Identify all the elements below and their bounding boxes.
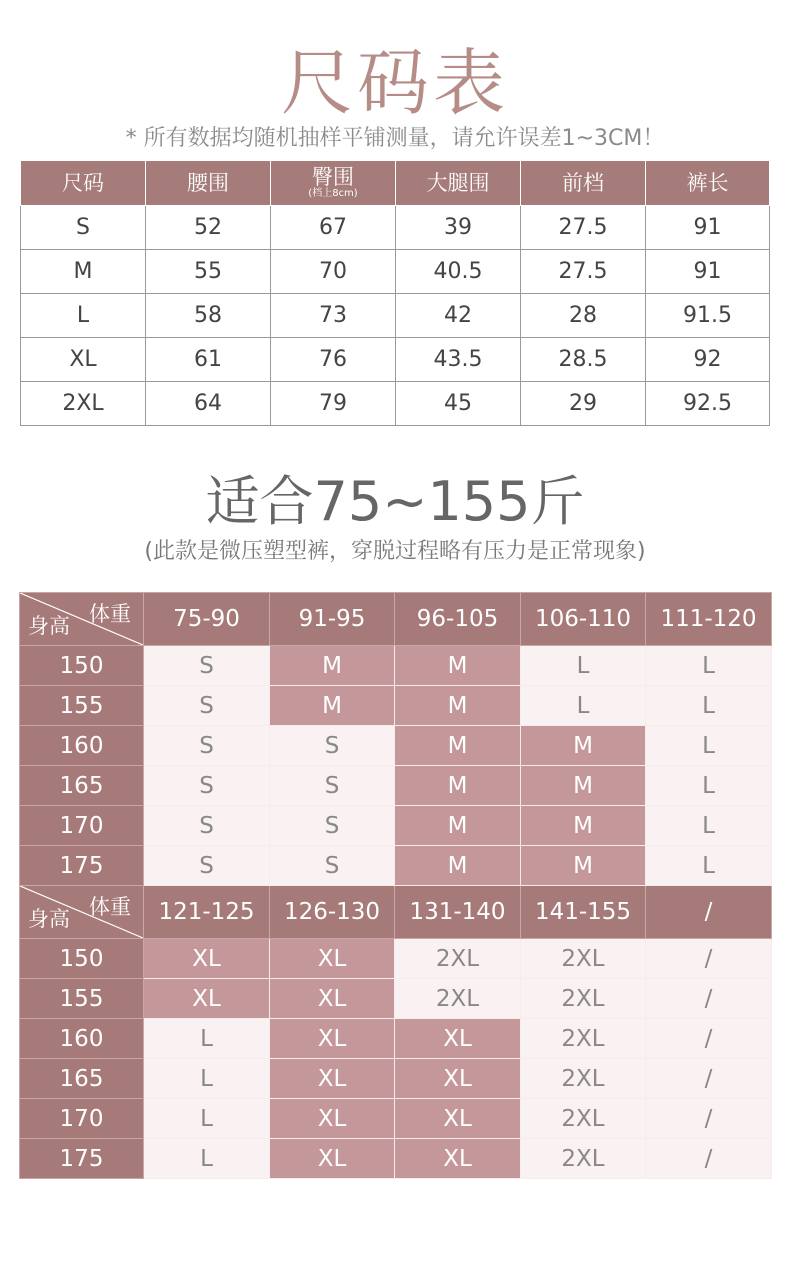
height-value: 175	[20, 1139, 144, 1179]
weight-label: 体重	[89, 602, 131, 626]
size-recommendation: L	[144, 1059, 270, 1099]
size-cell: 55	[146, 250, 271, 294]
size-recommendation: S	[144, 726, 270, 766]
weight-range: 126-130	[270, 886, 395, 939]
size-recommendation: 2XL	[521, 1019, 646, 1059]
size-recommendation: 2XL	[521, 979, 646, 1019]
header-length: 裤长	[646, 161, 770, 206]
height-row	[20, 726, 772, 766]
size-recommendation-highlight: XL	[270, 1099, 395, 1139]
size-cell: 27.5	[521, 250, 646, 294]
size-cell: 40.5	[396, 250, 521, 294]
size-cell: 45	[396, 382, 521, 426]
size-recommendation-highlight: M	[270, 646, 395, 686]
size-recommendation: L	[144, 1099, 270, 1139]
size-row	[21, 206, 770, 250]
size-cell: 52	[146, 206, 271, 250]
measurement-note: * 所有数据均随机抽样平铺测量，请允许误差1~3CM！	[125, 126, 665, 151]
fit-note: (此款是微压塑型裤，穿脱过程略有压力是正常现象)	[144, 539, 646, 564]
height-row	[20, 766, 772, 806]
size-recommendation-highlight: M	[395, 766, 521, 806]
height-row	[20, 939, 772, 979]
height-value: 170	[20, 806, 144, 846]
size-recommendation-highlight: M	[395, 846, 521, 886]
page-title: 尺码表	[280, 41, 509, 125]
fit-range-title: 适合75~155斤	[205, 470, 585, 533]
size-cell: 91	[646, 250, 770, 294]
height-value: 160	[20, 1019, 144, 1059]
size-recommendation-highlight: M	[395, 646, 521, 686]
header-waist: 腰围	[146, 161, 271, 206]
size-recommendation-highlight: XL	[395, 1139, 521, 1179]
height-row	[20, 846, 772, 886]
size-recommendation-highlight: XL	[270, 1059, 395, 1099]
size-row	[21, 250, 770, 294]
size-recommendation: S	[270, 846, 395, 886]
size-cell: 43.5	[396, 338, 521, 382]
height-value: 165	[20, 1059, 144, 1099]
size-recommendation: /	[646, 1019, 772, 1059]
size-recommendation-highlight: XL	[144, 939, 270, 979]
weight-range: 96-105	[395, 593, 521, 646]
size-recommendation: L	[144, 1019, 270, 1059]
size-cell: 28.5	[521, 338, 646, 382]
height-row	[20, 646, 772, 686]
height-value: 165	[20, 766, 144, 806]
size-recommendation-highlight: M	[521, 806, 646, 846]
size-recommendation-highlight: XL	[395, 1059, 521, 1099]
height-value: 150	[20, 939, 144, 979]
size-cell: 73	[271, 294, 396, 338]
height-row	[20, 979, 772, 1019]
size-recommendation-highlight: XL	[270, 979, 395, 1019]
height-value: 170	[20, 1099, 144, 1139]
size-cell: S	[21, 206, 146, 250]
size-recommendation-highlight: M	[395, 726, 521, 766]
height-row	[20, 1099, 772, 1139]
weight-label: 体重	[89, 895, 131, 919]
size-cell: 91	[646, 206, 770, 250]
size-recommendation: S	[270, 806, 395, 846]
size-recommendation-highlight: M	[270, 686, 395, 726]
size-cell: 67	[271, 206, 396, 250]
height-value: 155	[20, 979, 144, 1019]
size-cell: 58	[146, 294, 271, 338]
corner-cell	[20, 886, 144, 939]
size-cell: L	[21, 294, 146, 338]
height-label: 身高	[28, 614, 70, 638]
header-size: 尺码	[21, 161, 146, 206]
weight-range: 75-90	[144, 593, 270, 646]
size-recommendation: 2XL	[395, 939, 521, 979]
weight-range: /	[646, 886, 772, 939]
weight-range: 111-120	[646, 593, 772, 646]
size-recommendation-highlight: M	[521, 766, 646, 806]
size-cell: 28	[521, 294, 646, 338]
size-recommendation-highlight: M	[521, 846, 646, 886]
size-recommendation: S	[144, 686, 270, 726]
height-value: 175	[20, 846, 144, 886]
size-recommendation: L	[646, 726, 772, 766]
size-recommendation: L	[521, 686, 646, 726]
size-recommendation: S	[270, 726, 395, 766]
size-chart-header-row	[21, 161, 770, 206]
weight-range: 131-140	[395, 886, 521, 939]
size-cell: 70	[271, 250, 396, 294]
height-label: 身高	[28, 907, 70, 931]
size-recommendation: /	[646, 1059, 772, 1099]
size-recommendation-highlight: XL	[270, 1019, 395, 1059]
size-recommendation-highlight: XL	[395, 1019, 521, 1059]
size-row	[21, 294, 770, 338]
size-recommendation: /	[646, 939, 772, 979]
size-recommendation-highlight: XL	[270, 1139, 395, 1179]
size-recommendation: /	[646, 1139, 772, 1179]
size-recommendation: S	[144, 806, 270, 846]
size-recommendation: L	[521, 646, 646, 686]
size-cell: 92	[646, 338, 770, 382]
size-row	[21, 382, 770, 426]
size-recommendation: L	[646, 766, 772, 806]
size-recommendation-highlight: XL	[144, 979, 270, 1019]
weight-header-row	[20, 593, 772, 646]
size-recommendation-highlight: XL	[395, 1099, 521, 1139]
size-recommendation: L	[646, 646, 772, 686]
size-recommendation: 2XL	[521, 939, 646, 979]
size-recommendation: 2XL	[521, 1099, 646, 1139]
size-cell: 64	[146, 382, 271, 426]
size-recommendation: L	[144, 1139, 270, 1179]
height-row	[20, 1019, 772, 1059]
height-row	[20, 1059, 772, 1099]
size-recommendation: S	[270, 766, 395, 806]
size-recommendation: 2XL	[521, 1059, 646, 1099]
size-recommendation: S	[144, 846, 270, 886]
size-row	[21, 338, 770, 382]
size-cell: 2XL	[21, 382, 146, 426]
size-recommendation: 2XL	[521, 1139, 646, 1179]
header-hip-label: 臀围	[312, 165, 354, 189]
size-cell: 27.5	[521, 206, 646, 250]
size-cell: 92.5	[646, 382, 770, 426]
weight-range: 141-155	[521, 886, 646, 939]
size-recommendation: S	[144, 646, 270, 686]
fit-recommendation-table	[19, 592, 772, 1179]
size-recommendation: L	[646, 846, 772, 886]
size-cell: 29	[521, 382, 646, 426]
weight-range: 106-110	[521, 593, 646, 646]
weight-range: 91-95	[270, 593, 395, 646]
size-cell: 61	[146, 338, 271, 382]
size-recommendation: /	[646, 979, 772, 1019]
size-cell: 76	[271, 338, 396, 382]
height-value: 150	[20, 646, 144, 686]
size-recommendation: /	[646, 1099, 772, 1139]
size-recommendation-highlight: XL	[270, 939, 395, 979]
height-row	[20, 806, 772, 846]
header-hip	[271, 161, 396, 206]
height-row	[20, 686, 772, 726]
header-front-rise: 前档	[521, 161, 646, 206]
size-cell: 91.5	[646, 294, 770, 338]
size-recommendation: S	[144, 766, 270, 806]
size-recommendation: L	[646, 686, 772, 726]
weight-range: 121-125	[144, 886, 270, 939]
size-recommendation: L	[646, 806, 772, 846]
size-chart-table	[20, 160, 770, 426]
weight-header-row	[20, 886, 772, 939]
header-thigh: 大腿围	[396, 161, 521, 206]
size-recommendation-highlight: M	[395, 686, 521, 726]
size-recommendation-highlight: M	[395, 806, 521, 846]
size-recommendation-highlight: M	[521, 726, 646, 766]
size-cell: XL	[21, 338, 146, 382]
height-row	[20, 1139, 772, 1179]
size-cell: 42	[396, 294, 521, 338]
size-recommendation: 2XL	[395, 979, 521, 1019]
size-cell: 79	[271, 382, 396, 426]
header-hip-note: (档上8cm)	[308, 188, 358, 199]
height-value: 155	[20, 686, 144, 726]
corner-cell	[20, 593, 144, 646]
size-cell: M	[21, 250, 146, 294]
height-value: 160	[20, 726, 144, 766]
size-cell: 39	[396, 206, 521, 250]
